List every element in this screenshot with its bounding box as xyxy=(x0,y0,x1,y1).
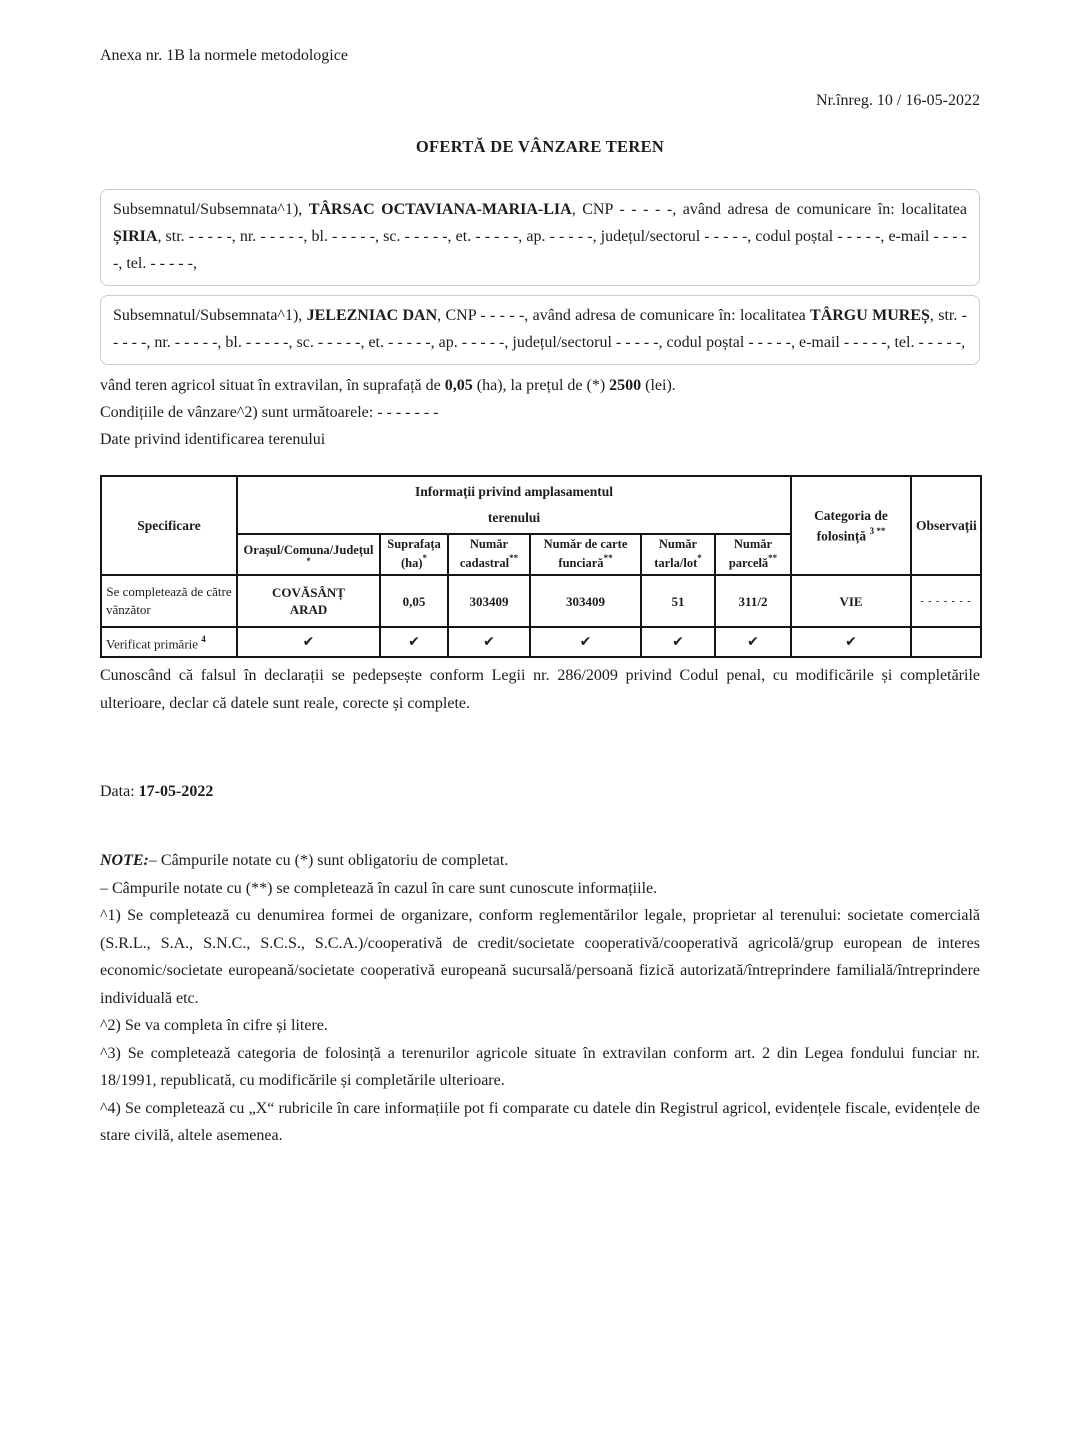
seller-box xyxy=(100,189,980,286)
verificat-row-label xyxy=(101,627,237,657)
footnote-2: ^2) Se va completa în cifre și litere. xyxy=(100,1017,328,1034)
checkmark-icon: ✔ xyxy=(380,627,448,657)
carte-funciara-superscript: ** xyxy=(603,553,613,564)
cell-observatii-value: - - - - - - - xyxy=(911,575,981,627)
parcela-label: Număr parcelă xyxy=(728,537,773,571)
buyer-prefix: Subsemnatul/Subsemnata^1), xyxy=(113,307,307,324)
buyer-after-name: , CNP - - - - -, având adresa de comunicare în: localitatea xyxy=(437,307,811,324)
categoria-label: Categoria de folosință xyxy=(814,507,888,544)
sale-paragraph xyxy=(100,372,980,453)
col-header-parcela xyxy=(715,534,791,575)
amplasament-line2: terenului xyxy=(487,510,541,525)
seller-prefix: Subsemnatul/Subsemnata^1), xyxy=(113,201,309,218)
land-identification-table xyxy=(100,475,982,658)
col-header-categoria xyxy=(791,476,911,575)
col-header-suprafata xyxy=(380,534,448,575)
sale-text-3: (lei). xyxy=(641,377,676,394)
cell-oras-value xyxy=(237,575,380,627)
verificat-superscript: 4 xyxy=(201,633,206,644)
checkmark-icon: ✔ xyxy=(791,627,911,657)
col-header-tarla xyxy=(641,534,715,575)
date-value: 17-05-2022 xyxy=(138,783,214,800)
checkmark-icon: ✔ xyxy=(715,627,791,657)
col-header-carte-funciara xyxy=(530,534,641,575)
col-header-amplasament-group xyxy=(237,476,791,534)
cadastral-label: Număr cadastral xyxy=(459,537,510,571)
seller-name: TÂRSAC OCTAVIANA-MARIA-LIA xyxy=(308,201,572,218)
tarla-label: Număr tarla/lot xyxy=(654,537,698,571)
notes-section xyxy=(100,847,980,1150)
date-line xyxy=(100,783,980,801)
cell-observatii-empty xyxy=(911,627,981,657)
table-row-verificat xyxy=(101,627,981,657)
cell-categoria-value: VIE xyxy=(791,575,911,627)
date-label: Data: xyxy=(100,783,139,800)
buyer-box xyxy=(100,295,980,365)
oras-label: Orașul/Comuna/Județul xyxy=(243,543,374,557)
sale-statement xyxy=(100,372,980,399)
tarla-superscript: * xyxy=(697,553,702,564)
buyer-locality: TÂRGU MUREȘ xyxy=(810,307,930,324)
col-header-specificare: Specificare xyxy=(101,476,237,575)
categoria-superscript: 3 ** xyxy=(869,525,886,536)
seller-locality: ȘIRIA xyxy=(113,228,158,245)
cell-parcela-value: 311/2 xyxy=(715,575,791,627)
identification-heading: Date privind identificarea terenului xyxy=(100,431,326,448)
annex-label: Anexa nr. 1B la normele metodologice xyxy=(100,47,348,64)
checkmark-icon: ✔ xyxy=(641,627,715,657)
oras-value-line1: COVĂSÂNȚ xyxy=(272,585,345,600)
cell-cadastral-value: 303409 xyxy=(448,575,530,627)
sale-area: 0,05 xyxy=(444,377,473,394)
table-row-seller xyxy=(101,575,981,627)
footnote-1: ^1) Se completează cu denumirea formei de organizare, conform reglementărilor legale, proprietar al terenului: societate comercială (S.R.L., S.A., S.N.C., S.C.S., S.C.A.)/cooperativă de credit/societate cooperativă/cooperativă agricolă/grup european de interes economic/societate europeană/societate cooperativă europeană sucursală/persoană fizică autorizată/întreprindere familială/întreprindere individuală etc. xyxy=(100,907,980,1007)
seller-details: , str. - - - - -, nr. - - - - -, bl. - - - - -, sc. - - - - -, et. - - - - -, ap. - - - - -, județul/sectorul - - - - -, codul poștal - - - - -, e-mail - - - - -, tel. - - - - -, xyxy=(113,228,967,272)
oras-superscript: * xyxy=(306,556,311,566)
sale-text-2: (ha), la prețul de (*) xyxy=(472,377,610,394)
cell-tarla-value: 51 xyxy=(641,575,715,627)
cadastral-superscript: ** xyxy=(509,553,519,564)
document-page xyxy=(0,47,1079,1447)
declaration-paragraph: Cunoscând că falsul în declarații se pedepsește conform Legii nr. 286/2009 privind Codul penal, cu modificările și completările ulterioare, declar că datele sunt reale, corecte și complete. xyxy=(100,667,980,712)
col-header-observatii: Observații xyxy=(911,476,981,575)
checkmark-icon: ✔ xyxy=(237,627,380,657)
note-label: NOTE: xyxy=(100,852,149,869)
seller-row-label: Se completează de către vânzător xyxy=(101,575,237,627)
footnote-4: ^4) Se completează cu „X“ rubricile în care informațiile pot fi comparate cu datele din Registrul agricol, evidențele fiscale, evidențele de stare civilă, altele asemenea. xyxy=(100,1099,980,1144)
checkmark-icon: ✔ xyxy=(530,627,641,657)
checkmark-icon: ✔ xyxy=(448,627,530,657)
note-line-2: – Câmpurile notate cu (**) se completează în cazul în care sunt cunoscute informațiile. xyxy=(100,879,658,897)
buyer-name: JELEZNIAC DAN xyxy=(306,307,438,324)
footnote-3: ^3) Se completează categoria de folosință a terenurilor agricole situate în extravilan conform art. 2 din Legea fondului funciar nr. 18/1991, republicată, cu modificările și completările ulterioare. xyxy=(100,1044,980,1089)
oras-value-line2: ARAD xyxy=(289,602,328,617)
sale-conditions: Condițiile de vânzare^2) sunt următoarele: - - - - - - - xyxy=(100,404,439,421)
page-title: OFERTĂ DE VÂNZARE TEREN xyxy=(415,137,665,156)
carte-funciara-label: Număr de carte funciară xyxy=(543,537,628,571)
sale-text-1: vând teren agricol situat în extravilan, în suprafață de xyxy=(100,377,445,394)
cell-suprafata-value: 0,05 xyxy=(380,575,448,627)
col-header-cadastral xyxy=(448,534,530,575)
verificat-label: Verificat primărie xyxy=(106,636,199,652)
seller-after-name: , CNP - - - - -, având adresa de comunicare în: localitatea xyxy=(571,201,967,218)
note-1-text: – Câmpurile notate cu (*) sunt obligatoriu de completat. xyxy=(148,852,509,869)
parcela-superscript: ** xyxy=(768,553,778,564)
suprafata-label: Suprafața (ha) xyxy=(387,537,441,571)
buyer-details: , str. - - - - -, nr. - - - - -, bl. - - - - -, sc. - - - - -, et. - - - - -, ap. - - - - -, județul/sectorul - - - - -, codul poștal - - - - -, e-mail - - - - -, tel. - - - - -, xyxy=(113,307,968,351)
amplasament-line1: Informații privind amplasamentul xyxy=(414,484,614,499)
registration-number: Nr.înreg. 10 / 16-05-2022 xyxy=(816,92,980,109)
suprafata-superscript: * xyxy=(422,553,428,564)
col-header-oras xyxy=(237,534,380,575)
sale-price: 2500 xyxy=(609,377,642,394)
note-line-1 xyxy=(100,847,980,875)
cell-carte-funciara-value: 303409 xyxy=(530,575,641,627)
